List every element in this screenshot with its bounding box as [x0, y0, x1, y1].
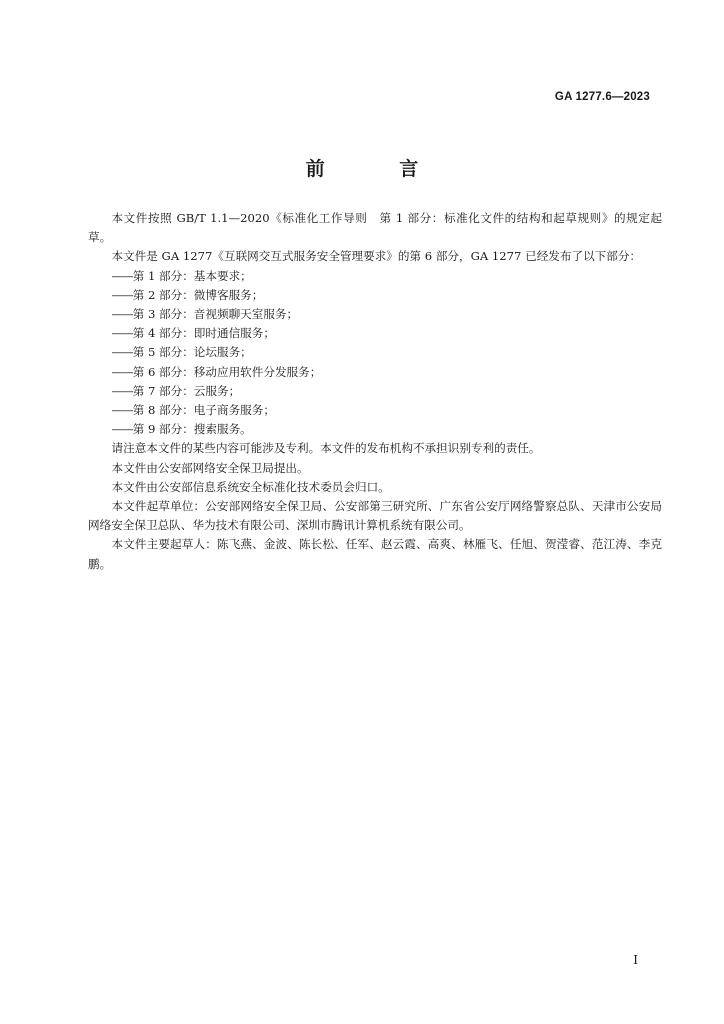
paragraph-drafting-rules: 本文件按照 GB/T 1.1—2020《标准化工作导则 第 1 部分：标准化文件的结构和起草规则》的规定起草。 — [88, 211, 662, 245]
list-item-text: 第 3 部分：音视频聊天室服务； — [132, 307, 299, 322]
list-item — [88, 305, 662, 324]
list-item-text: 第 5 部分：论坛服务； — [132, 345, 252, 360]
list-item — [88, 286, 662, 305]
paragraph-centralized-by: 本文件由公安部信息系统安全标准化技术委员会归口。 — [111, 479, 390, 494]
list-item — [88, 401, 662, 420]
list-dash: —— — [111, 268, 133, 283]
list-item-text: 第 2 部分：微博客服务； — [132, 287, 264, 302]
list-item-text: 第 4 部分：即时通信服务； — [132, 326, 275, 341]
list-dash: —— — [111, 307, 133, 322]
list-dash: —— — [111, 345, 133, 360]
list-dash: —— — [111, 383, 133, 398]
paragraph-patent-notice: 请注意本文件的某些内容可能涉及专利。本文件的发布机构不承担识别专利的责任。 — [111, 441, 541, 456]
list-item — [88, 382, 662, 401]
list-dash: —— — [111, 422, 133, 437]
list-item-text: 第 8 部分：电子商务服务； — [132, 403, 275, 418]
page-title: 前 言 — [305, 158, 453, 180]
list-dash: —— — [111, 364, 133, 379]
standard-number: GA 1277.6—2023 — [554, 91, 650, 103]
paragraph-drafting-units: 本文件起草单位：公安部网络安全保卫局、公安部第三研究所、广东省公安厅网络警察总队、天津市公安局网络安全保卫总队、华为技术有限公司、深圳市腾讯计算机系统有限公司。 — [88, 499, 662, 533]
page-number: I — [633, 953, 638, 967]
foreword-body — [88, 209, 662, 574]
paragraph-proposer: 本文件由公安部网络安全保卫局提出。 — [111, 460, 309, 475]
list-item — [88, 343, 662, 362]
list-dash: —— — [111, 287, 133, 302]
list-item-text: 第 1 部分：基本要求； — [132, 268, 252, 283]
list-item — [88, 420, 662, 439]
list-dash: —— — [111, 403, 133, 418]
list-item — [88, 363, 662, 382]
list-item-text: 第 6 部分：移动应用软件分发服务； — [132, 364, 322, 379]
list-item-text: 第 7 部分：云服务； — [132, 383, 241, 398]
list-item-text: 第 9 部分：搜索服务。 — [132, 422, 252, 437]
paragraph-drafters: 本文件主要起草人：陈飞燕、金波、陈长松、任军、赵云霞、高爽、林雁飞、任旭、贺滢睿、范江涛、李克鹏。 — [88, 537, 662, 571]
parts-list — [88, 267, 662, 440]
paragraph-series-intro: 本文件是 GA 1277《互联网交互式服务安全管理要求》的第 6 部分，GA 1277 已经发布了以下部分： — [111, 249, 642, 264]
list-item — [88, 324, 662, 343]
list-dash: —— — [111, 326, 133, 341]
list-item — [88, 267, 662, 286]
